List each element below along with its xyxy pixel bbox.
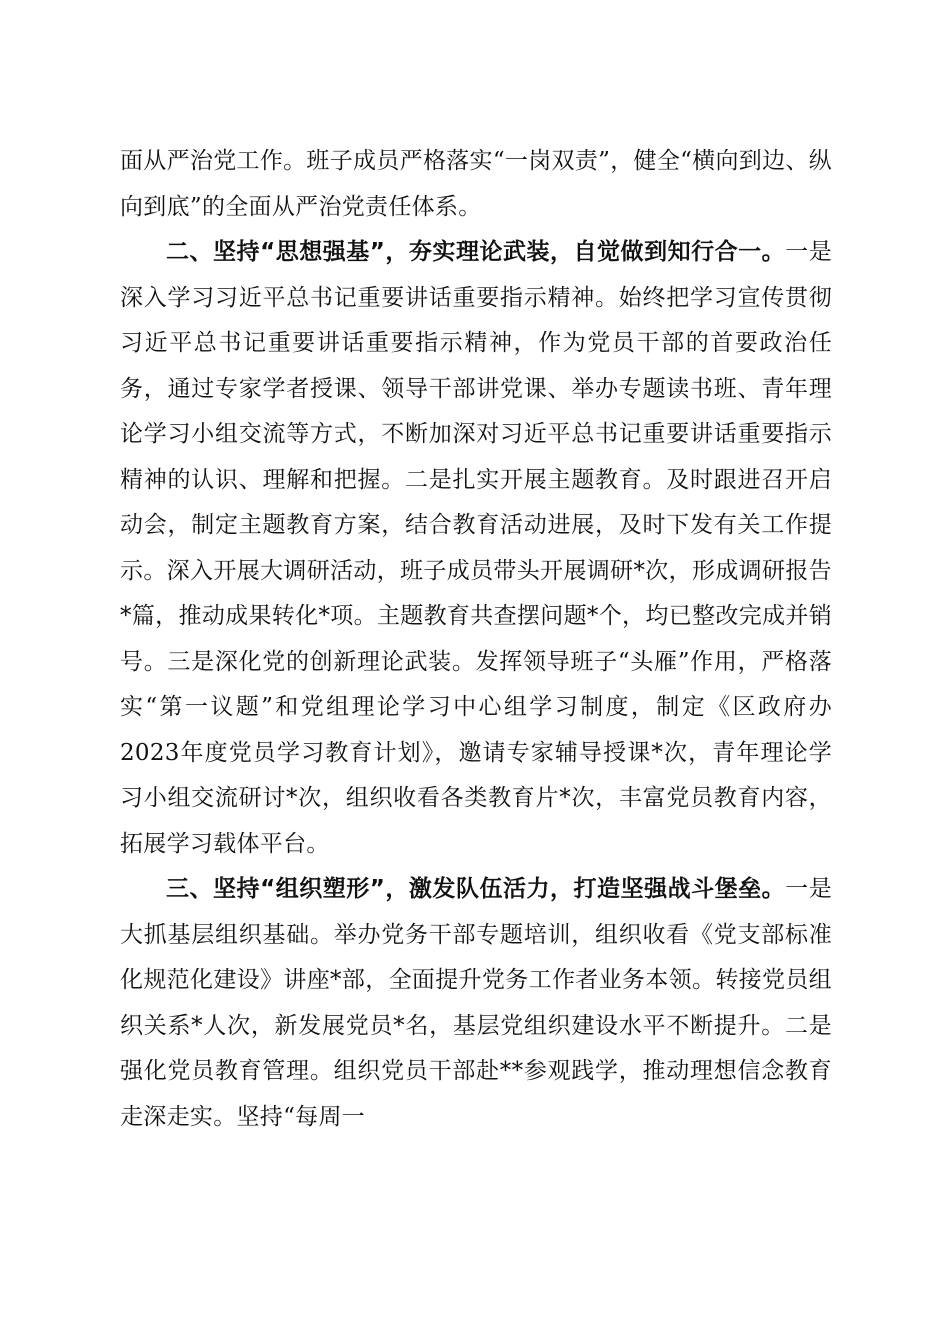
paragraph-section-two [120, 230, 832, 867]
section-heading-three: 三、坚持“组织塑形”，激发队伍活力，打造坚强战斗堡垒。 [166, 876, 786, 902]
section-heading-two: 二、坚持“思想强基”，夯实理论武装，自觉做到知行合一。 [166, 239, 786, 265]
document-body [120, 139, 832, 1140]
paragraph-section-three [120, 867, 832, 1140]
paragraph-body: 面从严治党工作。班子成员严格落实“一岗双责”，健全“横向到边、纵向到底”的全面从严治党责任体系。 [120, 148, 832, 220]
paragraph-body: 一是深入学习习近平总书记重要讲话重要指示精神。始终把学习宣传贯彻习近平总书记重要讲话重要指示精神，作为党员干部的首要政治任务，通过专家学者授课、领导干部讲党课、举办专题读书班、青年理论学习小组交流等方式，不断加深对习近平总书记重要讲话重要指示精神的认识、理解和把握。二是扎实开展主题教育。及时跟进召开启动会，制定主题教育方案，结合教育活动进展，及时下发有关工作提示。深入开展大调研活动，班子成员带头开展调研*次，形成调研报告*篇，推动成果转化*项。主题教育共查摆问题*个，均已整改完成并销号。三是深化党的创新理论武装。发挥领导班子“头雁”作用，严格落实“第一议题”和党组理论学习中心组学习制度，制定《区政府办2023年度党员学习教育计划》，邀请专家辅导授课*次，青年理论学习小组交流研讨*次，组织收看各类教育片*次，丰富党员教育内容，拓展学习载体平台。 [120, 239, 832, 857]
paragraph-continuation [120, 139, 832, 230]
paragraph-body: 一是大抓基层组织基础。举办党务干部专题培训，组织收看《党支部标准化规范化建设》讲座*部，全面提升党务工作者业务本领。转接党员组织关系*人次，新发展党员*名，基层党组织建设水平不断提升。二是强化党员教育管理。组织党员干部赴**参观践学，推动理想信念教育走深走实。坚持“每周一 [120, 876, 832, 1130]
